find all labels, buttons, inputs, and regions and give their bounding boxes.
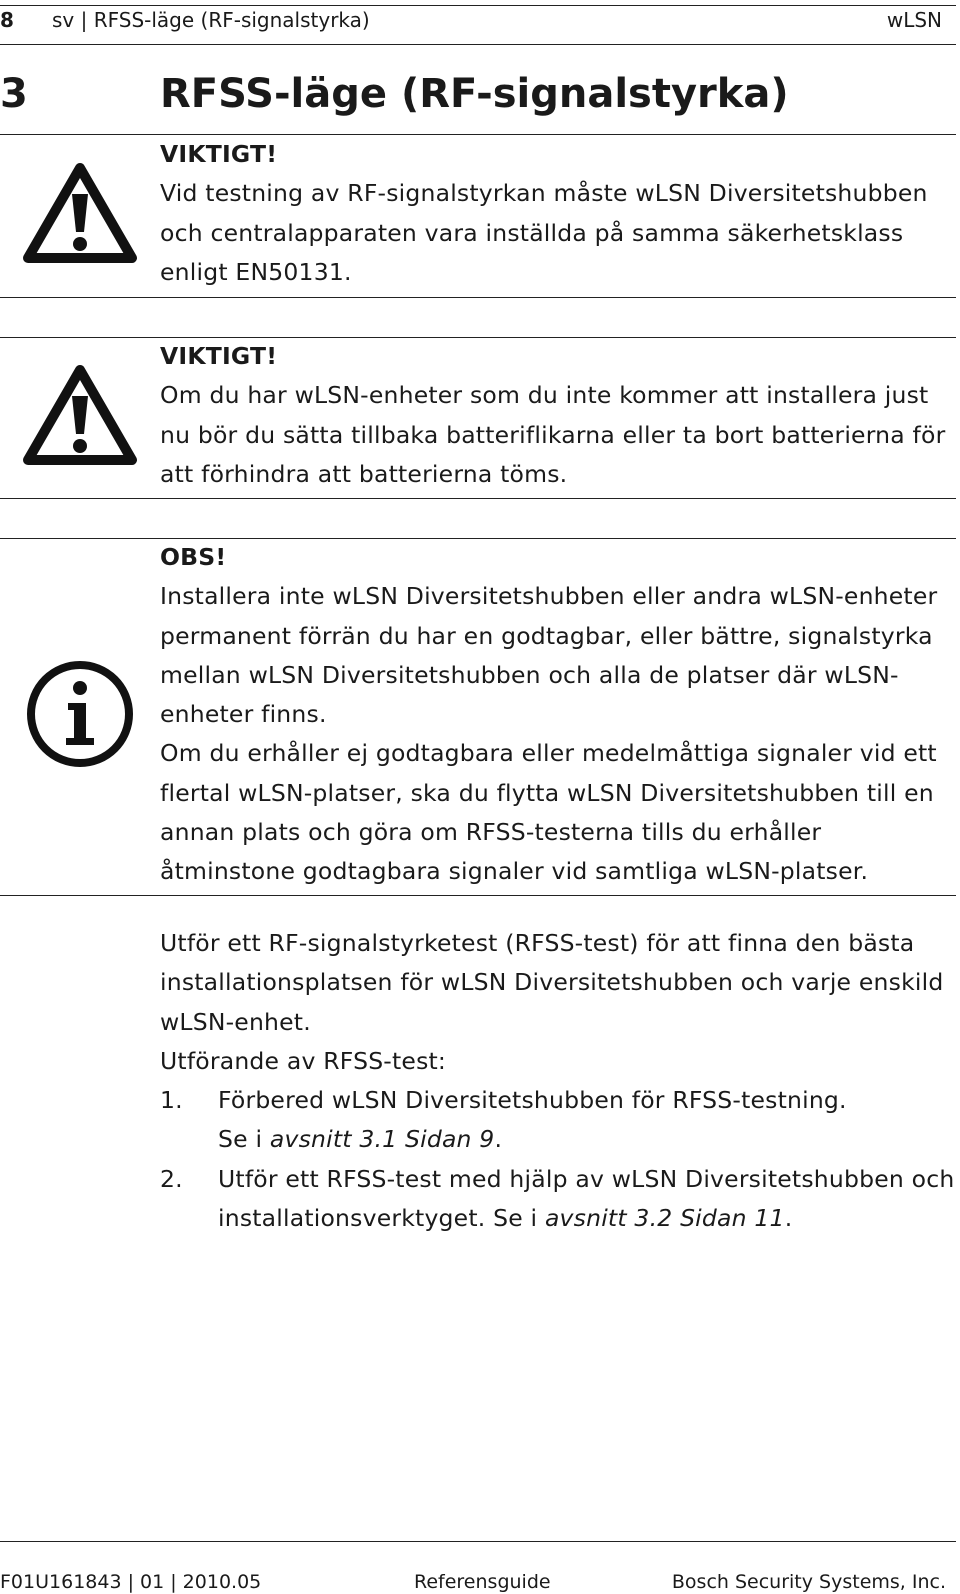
footer-company: Bosch Security Systems, Inc. bbox=[671, 1571, 946, 1593]
step-end: . bbox=[784, 1204, 793, 1233]
procedure-label: Utförande av RFSS-test: bbox=[160, 1046, 447, 1075]
breadcrumb: sv | RFSS-läge (RF-signalstyrka) bbox=[52, 8, 370, 32]
warning-triangle-icon bbox=[20, 160, 140, 272]
list-item bbox=[160, 1160, 960, 1239]
step-number: 1. bbox=[160, 1086, 183, 1115]
see-label: Se i bbox=[218, 1125, 263, 1154]
step-text: Utför ett RFSS-test med hjälp av wLSN Diversitetshubben och installationsverktyget. bbox=[218, 1164, 955, 1233]
notice-body: Vid testning av RF-signalstyrkan måste wLSN Diversitetshubben och centralapparaten vara inställda på samma säkerhetsklass enligt EN50131. bbox=[160, 179, 928, 286]
notice-obs bbox=[160, 538, 960, 892]
list-item bbox=[160, 1081, 960, 1160]
step-end: . bbox=[494, 1125, 503, 1154]
notice-3-bottom-rule bbox=[0, 895, 956, 896]
procedure-steps bbox=[160, 1081, 960, 1238]
notice-important-2 bbox=[160, 337, 960, 494]
see-label: Se i bbox=[493, 1204, 538, 1233]
notice-title: VIKTIGT! bbox=[160, 140, 278, 168]
chapter-number: 3 bbox=[0, 71, 28, 117]
notice-important-1 bbox=[160, 135, 960, 292]
notice-title: VIKTIGT! bbox=[160, 342, 278, 370]
footer-doc-id: F01U161843 | 01 | 2010.05 bbox=[0, 1571, 262, 1593]
notice-body: Om du har wLSN-enheter som du inte kommer att installera just nu bör du sätta tillbaka batteriflikarna eller ta bort batterierna för att förhindra att batterierna töms. bbox=[160, 381, 946, 488]
chapter-title: RFSS-läge (RF-signalstyrka) bbox=[160, 71, 789, 117]
header-bottom-rule bbox=[0, 44, 956, 45]
header-top-rule bbox=[0, 5, 956, 6]
notice-title: OBS! bbox=[160, 543, 227, 571]
info-icon bbox=[24, 658, 136, 774]
cross-reference-link[interactable]: avsnitt 3.2 Sidan 11 bbox=[544, 1204, 785, 1233]
product-name: wLSN bbox=[886, 8, 942, 32]
warning-triangle-icon bbox=[20, 362, 140, 474]
intro-paragraph: Utför ett RF-signalstyrketest (RFSS-test) för att finna den bästa installationsplatsen för wLSN Diversitetshubben och varje enskild wLSN-enhet. bbox=[160, 929, 944, 1036]
footer-doc-type: Referensguide bbox=[414, 1571, 551, 1593]
body-section bbox=[160, 924, 960, 1238]
notice-1-bottom-rule bbox=[0, 297, 956, 298]
cross-reference-link[interactable]: avsnitt 3.1 Sidan 9 bbox=[269, 1125, 495, 1154]
step-text: Förbered wLSN Diversitetshubben för RFSS-testning. bbox=[218, 1086, 847, 1115]
footer-rule bbox=[0, 1541, 956, 1542]
step-number: 2. bbox=[160, 1164, 183, 1193]
notice-2-bottom-rule bbox=[0, 498, 956, 499]
notice-body: Om du erhåller ej godtagbara eller medelmåttiga signaler vid ett flertal wLSN-platser, ska du flytta wLSN Diversitetshubben till en annan plats och göra om RFSS-testerna tills du erhåller åtminstone godtagbara signaler vid samtliga wLSN-platser. bbox=[160, 739, 937, 886]
notice-body: Installera inte wLSN Diversitetshubben eller andra wLSN-enheter permanent förrän du har en godtagbar, eller bättre, signalstyrka mellan wLSN Diversitetshubben och alla de platser där wLSN-enheter finns. bbox=[160, 582, 938, 729]
page-number: 8 bbox=[0, 8, 14, 32]
